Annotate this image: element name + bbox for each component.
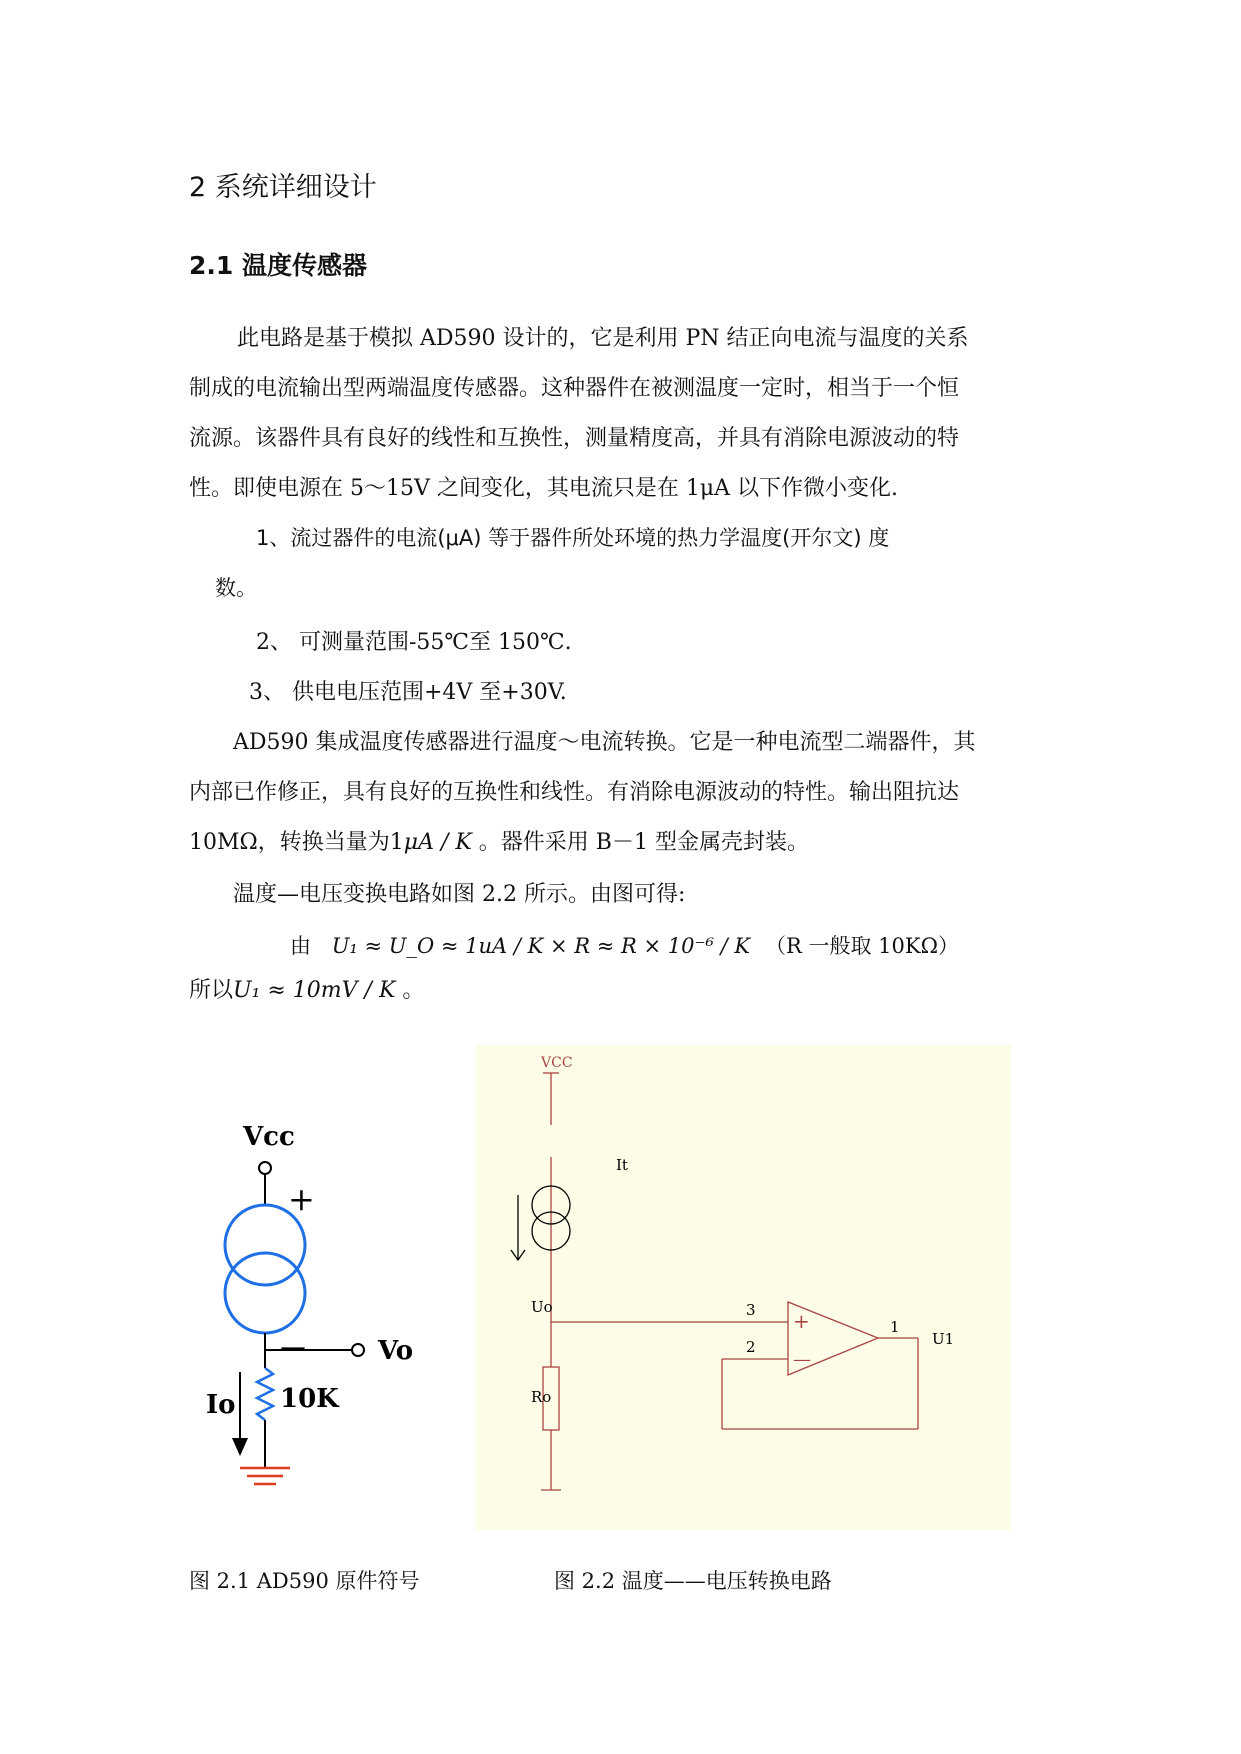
vo-label: Vo — [378, 1336, 414, 1366]
pin2-label: 2 — [746, 1338, 756, 1356]
arrow-head-icon — [232, 1438, 248, 1456]
paragraph-line: 性。即使电源在 5～15V 之间变化，其电流只是在 1μA 以下作微小变化. — [189, 476, 899, 501]
formula-prefix: 由 — [290, 934, 311, 958]
figure-caption: 图 2.1 AD590 原件符号 — [189, 1569, 420, 1593]
resistor-label: 10K — [280, 1384, 339, 1414]
text-run: 。器件采用 B－1 型金属壳封装。 — [471, 830, 809, 855]
ro-label: Ro — [531, 1388, 552, 1406]
list-item-continuation: 数。 — [215, 576, 257, 600]
text-run: 。 — [395, 978, 425, 1003]
paragraph-line: AD590 集成温度传感器进行温度～电流转换。它是一种电流型二端器件，其 — [233, 730, 976, 755]
minus-sign: — — [280, 1333, 306, 1363]
formula-note: （R 一般取 10KΩ） — [765, 934, 959, 958]
current-source-circle-upper — [225, 1205, 305, 1285]
figure-background — [476, 1045, 1011, 1530]
pin3-label: 3 — [746, 1301, 756, 1319]
plus-sign: + — [288, 1180, 315, 1218]
io-label: Io — [206, 1390, 236, 1420]
formula — [290, 930, 750, 960]
figure-caption: 图 2.2 温度——电压转换电路 — [554, 1569, 832, 1593]
uo-label: Uo — [531, 1298, 553, 1316]
resistor-10k — [257, 1368, 273, 1420]
section-title: 2 系统详细设计 — [189, 172, 377, 203]
vcc-label: VCC — [541, 1055, 573, 1071]
it-label: It — [616, 1156, 628, 1174]
list-item: 3、 供电电压范围+4V 至+30V. — [249, 680, 567, 705]
figure-ad590-symbol — [206, 1110, 440, 1515]
paragraph-line: 此电路是基于模拟 AD590 设计的，它是利用 PN 结正向电流与温度的关系 — [237, 326, 969, 351]
text-run: 所以 — [189, 978, 234, 1003]
current-source-circle-lower — [225, 1253, 305, 1333]
list-item: 2、 可测量范围-55℃至 150℃. — [256, 630, 572, 655]
vcc-label: Vcc — [243, 1122, 295, 1152]
subsection-title: 2.1 温度传感器 — [189, 251, 367, 280]
paragraph-line: 制成的电流输出型两端温度传感器。这种器件在被测温度一定时，相当于一个恒 — [189, 376, 960, 401]
paragraph-line: 内部已作修正，具有良好的互换性和线性。有消除电源波动的特性。输出阻抗达 — [189, 780, 960, 805]
vcc-terminal — [259, 1162, 271, 1174]
figure-conversion-circuit — [476, 1045, 1011, 1530]
op-minus-sign: — — [793, 1349, 811, 1370]
u1-label: U1 — [932, 1330, 955, 1348]
pin1-label: 1 — [890, 1318, 900, 1336]
result-line — [189, 973, 424, 1004]
paragraph-line — [189, 825, 809, 856]
paragraph-line: 流源。该器件具有良好的线性和互换性，测量精度高，并具有消除电源波动的特 — [189, 426, 960, 451]
paragraph-line: 温度—电压变换电路如图 2.2 所示。由图可得: — [233, 882, 686, 907]
result-expression: U₁ ≈ 10mV / K — [233, 978, 396, 1003]
formula-expression: U₁ ≈ U_O ≈ 1uA / K × R ≈ R × 10⁻⁶ / K — [331, 934, 751, 958]
list-item: 1、流过器件的电流(μA) 等于器件所处环境的热力学温度(开尔文) 度 — [256, 526, 890, 550]
op-plus-sign: + — [793, 1309, 810, 1333]
vo-terminal — [352, 1344, 364, 1356]
text-run: 10MΩ，转换当量为1 — [189, 830, 404, 855]
math-run: μA / K — [403, 830, 472, 855]
